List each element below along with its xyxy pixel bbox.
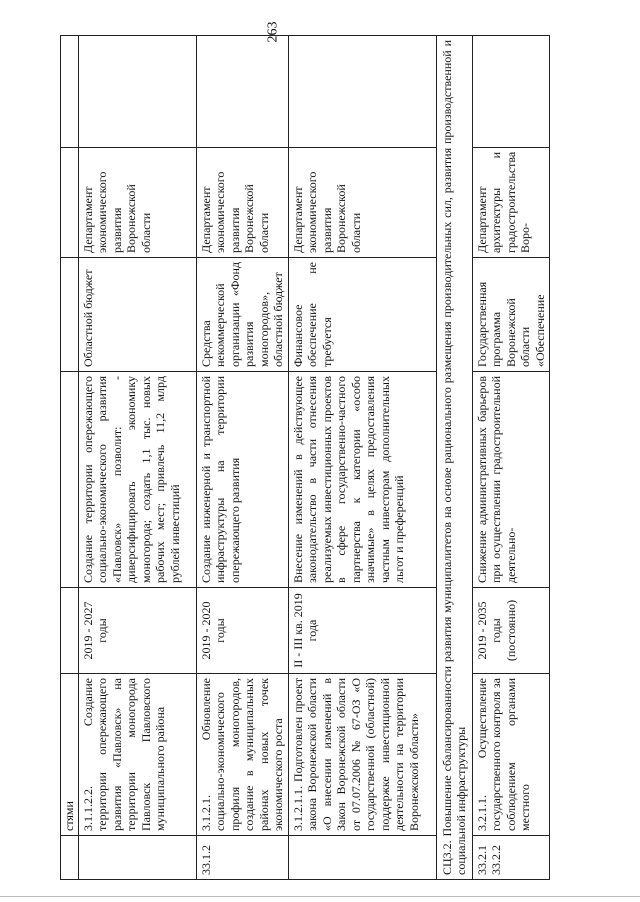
- cell-result: [61, 372, 79, 588]
- cell-empty: [472, 36, 550, 148]
- measures-table: [60, 35, 550, 880]
- section-title: СЦ3.2. Повышение сбалансированности развития муниципалитетов на основе рационального размещения производительных сил, развития производственной и социальной инфраструктуры: [436, 36, 472, 880]
- cell-num: [288, 836, 436, 880]
- cell-empty: [61, 36, 79, 148]
- table-row: [472, 36, 550, 880]
- cell-period: 2019 - 2035 годы (постоянно): [472, 588, 550, 674]
- cell-period: [61, 588, 79, 674]
- table-row: [78, 36, 196, 880]
- cell-executor: Департамент архитектуры и градостроительства Воро-: [472, 148, 550, 258]
- section-row: [436, 36, 472, 880]
- cell-empty: [78, 36, 196, 148]
- cell-finance: [61, 258, 79, 372]
- cell-finance: Финансовое обеспечение не требуется: [288, 258, 436, 372]
- cell-finance: Средства некоммерческой организации «Фонд развития моногородов», областной бюджет: [196, 258, 288, 372]
- cell-finance: Государственная программа Воронежской области «Обеспечение: [472, 258, 550, 372]
- cell-num: 33.2.1 33.2.2: [472, 836, 550, 880]
- cell-executor: Департамент экономического развития Воронежской области: [196, 148, 288, 258]
- cell-executor: Департамент экономического развития Воронежской области: [288, 148, 436, 258]
- cell-measure: 3.1.2.1. Обновление социально-экономического профиля моногородов, создание в муниципальных районах новых точек экономического роста: [196, 674, 288, 836]
- rotated-table-sheet: [60, 36, 580, 880]
- table-row: [196, 36, 288, 880]
- cell-empty: [196, 36, 288, 148]
- cell-measure: 3.1.2.1.1. Подготовлен проект закона Воронежской области «О внесении изменений в Закон Воронежской области от 07.07.2006 № 67-ОЗ «О государственной (областной) поддержке инвестиционной деятельности на территории Воронежской области»: [288, 674, 436, 836]
- cell-measure: 3.2.1.1. Осуществление государственного контроля за соблюдением органами местного: [472, 674, 550, 836]
- cell-result: Создание территории опережающего социально-экономического развития «Павловск» позволит: - диверсифицировать экономику моногорода; создать 1,1 тыс. новых рабочих мест; привлечь 11,2 млрд рублей инвестиций: [78, 372, 196, 588]
- table-row: [61, 36, 79, 880]
- cell-finance: Областной бюджет: [78, 258, 196, 372]
- cell-result: Создание инженерной и транспортной инфраструктуры на территории опережающего развития: [196, 372, 288, 588]
- cell-num: 33.1.2: [196, 836, 288, 880]
- cell-measure: 3.1.1.2.2. Создание территории опережающего развития «Павловск» на территории моногорода Павловск Павловского муниципального района: [78, 674, 196, 836]
- cell-num: [61, 836, 79, 880]
- cell-measure: стями: [61, 674, 79, 836]
- cell-result: Внесение изменений в действующее законодательство в части отнесения реализуемых инвестиционных проектов в сфере государственно-частного партнерства к категории «особо значимые» в целях предоставления частным инвесторам дополнительных льгот и преференций: [288, 372, 436, 588]
- cell-executor: [61, 148, 79, 258]
- page-number: 263: [265, 21, 280, 43]
- cell-period: II - III кв. 2019 года: [288, 588, 436, 674]
- cell-executor: Департамент экономического развития Воронежской области: [78, 148, 196, 258]
- cell-result: Снижение административных барьеров при осуществлении градостроительной деятельно-: [472, 372, 550, 588]
- page-edge-line: [0, 896, 640, 897]
- cell-empty: [288, 36, 436, 148]
- cell-period: 2019 - 2027 годы: [78, 588, 196, 674]
- cell-num: [78, 836, 196, 880]
- cell-period: 2019 - 2020 годы: [196, 588, 288, 674]
- table-row: [288, 36, 436, 880]
